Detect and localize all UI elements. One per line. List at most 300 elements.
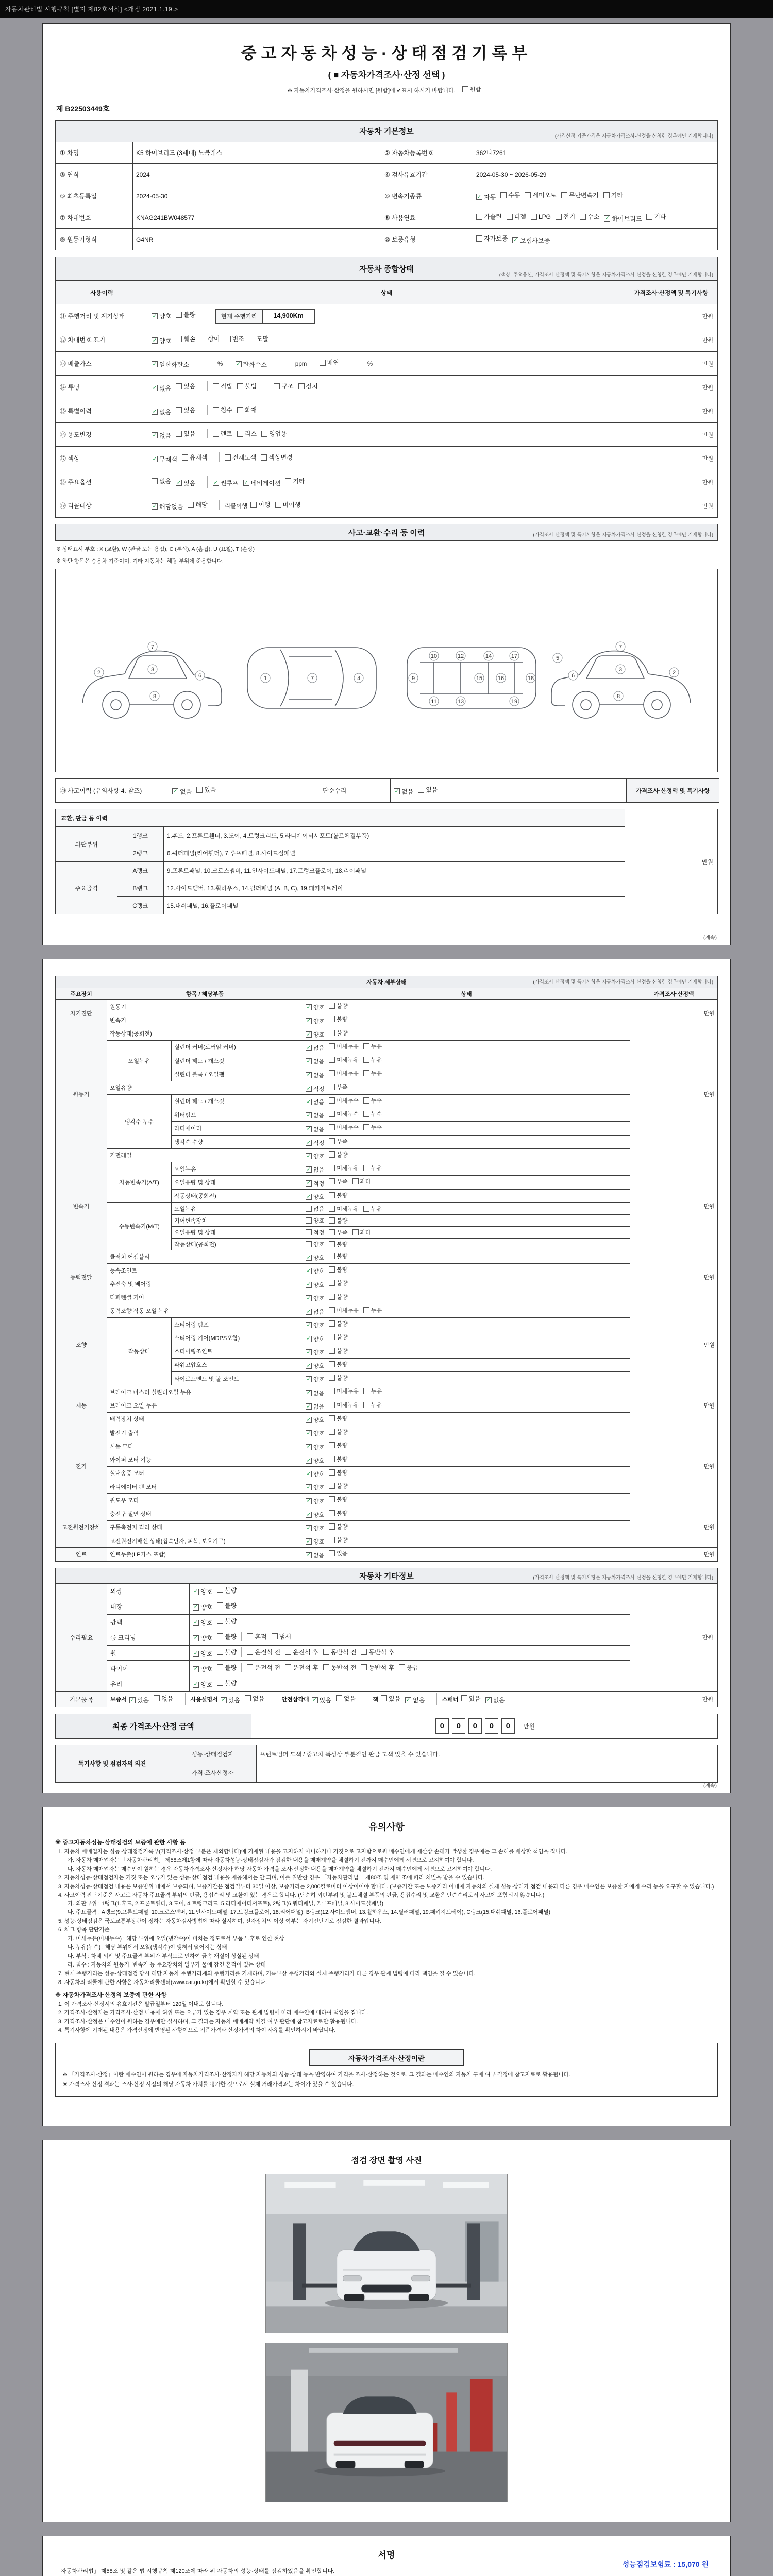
checkbox-양호[interactable] (193, 1634, 212, 1642)
emission-hc-unit: ppm (295, 361, 307, 367)
checkbox-없음[interactable] (394, 787, 413, 796)
checkbox-label: 운전석 전 (255, 1664, 281, 1671)
accident-history-table (55, 524, 718, 541)
checkbox-양호[interactable] (306, 1017, 324, 1025)
checkbox-box (525, 192, 531, 198)
checkbox-동반석 전[interactable] (323, 1663, 357, 1672)
checkbox-label: 훼손 (183, 335, 196, 343)
checkbox-없음[interactable] (152, 384, 171, 393)
checkbox-미세누유[interactable] (329, 1387, 359, 1395)
checkbox-미세누수[interactable] (329, 1123, 359, 1131)
checkbox-없음[interactable] (152, 408, 171, 416)
checkbox-label: 부족 (337, 1229, 348, 1236)
checkbox-양호[interactable] (306, 1267, 324, 1275)
checkbox-없음[interactable] (306, 1125, 324, 1133)
checkbox-디젤[interactable] (507, 212, 526, 221)
checkbox-label: 미세누유 (337, 1388, 359, 1395)
checkbox-양호[interactable] (306, 1294, 324, 1302)
checkbox-부족[interactable] (329, 1083, 347, 1091)
page-4 (42, 2140, 731, 2522)
cell-price: 만원 (630, 1507, 717, 1548)
checkbox-양호[interactable] (306, 1335, 324, 1343)
checkbox-수소[interactable] (580, 212, 599, 221)
checkbox-box (154, 1695, 160, 1701)
checkbox-응급[interactable] (399, 1663, 418, 1672)
cell-label: ⑮ 특별이력 (56, 399, 148, 423)
cell-item: 연료누출(LP가스 포함) (107, 1548, 303, 1561)
cell-item: 스티어링조인트 (172, 1345, 303, 1358)
checkbox-양호[interactable] (306, 1348, 324, 1357)
cell-label: ⑲ 리콜대상 (56, 494, 148, 518)
checkbox-렌트[interactable] (213, 429, 232, 438)
checkbox-label: 탄화수소 (243, 361, 267, 368)
checkbox-양호[interactable] (152, 336, 171, 345)
checkbox-불량[interactable] (329, 1414, 347, 1422)
checkbox-자가보증[interactable] (476, 234, 508, 243)
checkbox-box (152, 478, 158, 484)
checkbox-box: ✓ (152, 384, 157, 391)
cell-state (303, 1534, 630, 1548)
checkbox-부족[interactable] (329, 1177, 347, 1185)
checkbox-불량[interactable] (329, 1333, 347, 1341)
checkbox-label: 렌트 (220, 430, 232, 438)
checkbox-있음[interactable] (176, 429, 195, 438)
checkbox-없음[interactable] (306, 1111, 324, 1120)
checkbox-box: ✓ (306, 1403, 311, 1410)
checkbox-침수[interactable] (213, 405, 232, 414)
checkbox-미세누수[interactable] (329, 1096, 359, 1105)
checkbox-적정[interactable] (306, 1179, 324, 1188)
checkbox-없음[interactable] (245, 1694, 264, 1703)
cell-state (190, 1614, 630, 1630)
checkbox-LPG[interactable] (531, 213, 551, 221)
checkbox-양호[interactable] (306, 1511, 324, 1519)
svg-text:1: 1 (263, 675, 267, 682)
checkbox-있음[interactable] (381, 1694, 400, 1703)
checkbox-불량[interactable] (329, 1150, 347, 1159)
checkbox-box (298, 383, 305, 389)
checkbox-불량[interactable] (329, 1441, 347, 1449)
cell-item: 브레이크 마스터 실린더오일 누유 (107, 1385, 303, 1399)
checkbox-유채색[interactable] (182, 453, 208, 462)
checkbox-label: 불량 (337, 1361, 348, 1368)
basic-info-header (56, 121, 718, 142)
checkbox-부족[interactable] (329, 1137, 347, 1145)
overall-header (56, 257, 718, 281)
checkbox-불량[interactable] (217, 1663, 237, 1672)
checkbox-불량[interactable] (329, 1319, 347, 1328)
checkbox-label: 없음 (313, 1126, 325, 1133)
svg-text:7: 7 (150, 644, 155, 650)
checkbox-있음[interactable] (418, 785, 438, 794)
checkbox-label: 가솔린 (484, 213, 502, 221)
rank-items: 12.사이드멤버, 13.휠하우스, 14.필러패널 (A, B, C), 19.패키지트레이 (164, 879, 625, 897)
cell-item: 구동축전지 격리 상태 (107, 1520, 303, 1534)
checkbox-해당[interactable] (188, 500, 207, 509)
page-1 (42, 23, 731, 945)
checkbox-label: 자가보증 (484, 235, 508, 243)
checkbox-label: 불량 (225, 1633, 237, 1640)
checkbox-불량[interactable] (329, 1191, 347, 1199)
checkbox-양호[interactable] (306, 1456, 324, 1465)
cell-state (303, 1318, 630, 1331)
checkbox-있음[interactable] (329, 1549, 347, 1557)
checkbox-보험사보증[interactable] (512, 236, 550, 245)
checkbox-냄새[interactable] (272, 1632, 291, 1641)
page-2 (42, 959, 731, 1793)
checkbox-label: 없음 (159, 384, 172, 392)
checkbox-없음[interactable] (405, 1696, 425, 1704)
checkbox-없음[interactable] (152, 431, 171, 440)
checkbox-box: ✓ (306, 1018, 311, 1024)
checkbox-불량[interactable] (329, 1482, 347, 1490)
checkbox-불량[interactable] (329, 1428, 347, 1436)
checkbox-불량[interactable] (217, 1648, 237, 1656)
checkbox-누유[interactable] (363, 1205, 382, 1213)
checkbox-양호[interactable] (306, 1470, 324, 1478)
checkbox-불량[interactable] (329, 1252, 347, 1260)
checkbox-불량[interactable] (329, 1240, 347, 1248)
checkbox-없음[interactable] (152, 477, 171, 485)
cell-state (303, 1520, 630, 1534)
checkbox-이행[interactable] (250, 500, 270, 509)
checkbox-있음[interactable] (221, 1696, 240, 1704)
final-price-label: 최종 가격조사·산정 금액 (56, 1714, 251, 1738)
cell-item: 광택 (107, 1614, 190, 1630)
checkbox-전기[interactable] (556, 212, 575, 221)
checkbox-운전석 전[interactable] (247, 1648, 280, 1656)
checkbox-양호[interactable] (306, 1375, 324, 1383)
checkbox-양호[interactable] (306, 1497, 324, 1505)
rank-items: 1.후드, 2.프론트휀더, 3.도어, 4.트렁크리드, 5.라디에이터서포트(볼트체결부품) (164, 827, 625, 844)
cell-state (303, 1453, 630, 1466)
svg-text:15: 15 (476, 675, 483, 682)
checkbox-label: 양호 (313, 1282, 325, 1289)
checkbox-불법[interactable] (237, 382, 257, 391)
checkbox-화재[interactable] (237, 405, 257, 414)
checkbox-label: 해당없음 (159, 503, 183, 511)
checkbox-불량[interactable] (329, 1347, 347, 1355)
notice-line: 4. 사고이력 판단기준은 사고로 자동차 주요골격 부위의 판금, 용접수리 및 교환이 있는 경우로 합니다. (단순히 외판부위 및 볼트체결 부품의 판금, 용접수리 및 교환은 단순수리로서 사고에 포함되지 않습니다.) (58, 1892, 545, 1899)
checkbox-무채색[interactable] (152, 455, 177, 464)
cell-label: ⑯ 용도변경 (56, 423, 148, 447)
checkbox-불량[interactable] (329, 1468, 347, 1477)
checkbox-양호[interactable] (306, 1003, 324, 1011)
checkbox-양호[interactable] (193, 1603, 212, 1612)
checkbox-불량[interactable] (217, 1601, 237, 1610)
checkbox-해당없음[interactable] (152, 502, 183, 511)
checkbox-없음[interactable] (336, 1694, 356, 1703)
checkbox-없음[interactable] (306, 1402, 324, 1411)
checkbox-불량[interactable] (329, 1522, 347, 1531)
checkbox-장치[interactable] (298, 382, 318, 391)
checkbox-label: 불량 (337, 1429, 348, 1435)
checkbox-양호[interactable] (306, 1216, 324, 1225)
checkbox-불량[interactable] (329, 1002, 347, 1010)
checkbox-적정[interactable] (306, 1084, 324, 1093)
checkbox-누유[interactable] (363, 1401, 382, 1409)
checkbox-동반석 전[interactable] (323, 1648, 357, 1656)
checkbox-label: 기타 (293, 478, 305, 485)
checkbox-양호[interactable] (306, 1253, 324, 1262)
checkbox-적법[interactable] (213, 382, 232, 391)
checkbox-기타[interactable] (603, 191, 623, 199)
checkbox-있음[interactable] (176, 405, 195, 414)
checkbox-가솔린[interactable] (476, 212, 502, 221)
checkbox-있음[interactable] (461, 1694, 481, 1703)
checkbox-리스[interactable] (237, 429, 257, 438)
checkbox-있음[interactable] (129, 1696, 149, 1704)
checkbox-box: ✓ (306, 1376, 311, 1382)
checkbox-없음[interactable] (306, 1071, 324, 1079)
cell-state (190, 1583, 630, 1599)
checkbox-box (306, 1217, 312, 1224)
checkbox-없음[interactable] (306, 1098, 324, 1106)
checkbox-누수[interactable] (363, 1096, 382, 1105)
checkbox-과다[interactable] (352, 1228, 371, 1236)
checkbox-label: 상이 (208, 335, 220, 343)
cell-state (303, 1202, 630, 1214)
checkbox-불량[interactable] (329, 1029, 347, 1037)
checkbox-불량[interactable] (217, 1617, 237, 1625)
checkbox-양호[interactable] (306, 1321, 324, 1329)
checkbox-box (329, 1361, 335, 1367)
checkbox-불량[interactable] (329, 1495, 347, 1503)
checkbox-불량[interactable] (217, 1632, 237, 1641)
checkbox-색상변경[interactable] (261, 453, 292, 462)
checkbox-썬루프[interactable] (213, 479, 239, 487)
checkbox-운전석 후[interactable] (285, 1648, 318, 1656)
cell-state (303, 1238, 630, 1250)
checkbox-불량[interactable] (329, 1536, 347, 1544)
checkbox-불량[interactable] (329, 1374, 347, 1382)
checkbox-label: 양호 (200, 1604, 213, 1612)
checkbox-동반석 후[interactable] (361, 1663, 394, 1672)
cell-label: ⑪ 주행거리 및 계기상태 (56, 304, 148, 328)
checkbox-label: 없음 (313, 1045, 325, 1052)
checkbox-미세누유[interactable] (329, 1056, 359, 1064)
checkbox-있음[interactable] (176, 382, 195, 391)
checkbox-양호[interactable] (193, 1618, 212, 1627)
cell-price: 만원 (625, 423, 717, 447)
regulation-note-text: 자동차관리법 시행규칙 [별지 제82호서식] <개정 2021.1.19.> (5, 6, 178, 13)
cell-item: 시동 모터 (107, 1439, 303, 1453)
final-price-digits (434, 1723, 516, 1730)
checkbox-없음[interactable] (306, 1165, 324, 1174)
cell-state (303, 1250, 630, 1263)
checkbox-양호[interactable] (306, 1416, 324, 1424)
rank-label: C랭크 (117, 897, 164, 914)
checkbox-불량[interactable] (329, 1293, 347, 1301)
checkbox-없음[interactable] (306, 1308, 324, 1316)
checkbox-미세누유[interactable] (329, 1042, 359, 1050)
sign-title: 서명 (378, 2550, 395, 2560)
checkbox-적정[interactable] (306, 1139, 324, 1147)
checkbox-없음[interactable] (306, 1057, 324, 1065)
checkbox-box (462, 86, 468, 92)
checkbox-양호[interactable] (193, 1649, 212, 1658)
cell-price: 만원 (625, 304, 717, 328)
checkbox-기타[interactable] (646, 212, 666, 221)
checkbox-불량[interactable] (176, 310, 195, 319)
checkbox-일산화탄소[interactable] (152, 360, 189, 369)
checkbox-수동[interactable] (500, 191, 520, 199)
notice-line: 가. 미세누유(미세누수) : 해당 부위에 오일(냉각수)이 비치는 정도로서 부품 노후로 인한 현상 (68, 1936, 284, 1942)
cell-label: ② 자동차등록번호 (380, 142, 473, 164)
checkbox-누유[interactable] (363, 1387, 382, 1395)
checkbox-label: 하이브리드 (612, 215, 642, 223)
checkbox-없음[interactable] (172, 787, 192, 796)
checkbox-흔적[interactable] (247, 1632, 266, 1641)
checkbox-양호[interactable] (306, 1281, 324, 1289)
checkbox-label: 양호 (200, 1666, 213, 1673)
checkbox-도말[interactable] (249, 334, 268, 343)
checkbox-원함[interactable] (462, 85, 481, 93)
checkbox-box (329, 1456, 335, 1462)
vehicle-outline-diagrams (67, 571, 706, 767)
checkbox-양호[interactable] (306, 1240, 324, 1248)
cell-label: ⑧ 사용연료 (380, 207, 473, 229)
checkbox-없음[interactable] (306, 1389, 324, 1397)
checkbox-box: ✓ (152, 337, 157, 344)
checkbox-없음[interactable] (306, 1205, 324, 1213)
checkbox-label: 양호 (313, 1295, 325, 1302)
checkbox-운전석 후[interactable] (285, 1663, 318, 1672)
notice-line: 5. 성능·상태점검은 국토교통부장관이 정하는 자동차검사방법에 따라 실시하며, 전자장치의 이상 여부는 자기진단기로 점검한 결과입니다. (58, 1918, 381, 1925)
checkbox-label: 미세누수 (337, 1111, 359, 1117)
checkbox-무단변속기[interactable] (561, 191, 599, 199)
checkbox-없음[interactable] (306, 1551, 324, 1560)
checkbox-box: ✓ (173, 788, 178, 794)
checkbox-과다[interactable] (352, 1177, 371, 1185)
checkbox-양호[interactable] (306, 1483, 324, 1492)
checkbox-label: 미세누수 (337, 1097, 359, 1104)
checkbox-영업용[interactable] (261, 429, 287, 438)
remarks-text: 프런트범퍼 도색 / 중고차 특성상 부분적인 판금 도색 있을 수 있습니다. (257, 1745, 718, 1764)
checkbox-불량[interactable] (329, 1015, 347, 1023)
cell-state (303, 1372, 630, 1385)
cell-price: 만원 (625, 470, 717, 494)
checkbox-적정[interactable] (306, 1228, 324, 1236)
checkbox-없음[interactable] (306, 1044, 324, 1052)
checkbox-양호[interactable] (306, 1537, 324, 1546)
checkbox-있음[interactable] (196, 785, 216, 794)
checkbox-불량[interactable] (217, 1679, 237, 1687)
section-title-overall: 자동차 종합상태 (359, 265, 414, 274)
checkbox-누유[interactable] (363, 1056, 382, 1064)
checkbox-양호[interactable] (193, 1665, 212, 1673)
checkbox-box (285, 1649, 291, 1655)
checkbox-누유[interactable] (363, 1306, 382, 1314)
checkbox-box (245, 1695, 251, 1701)
checkbox-있음[interactable] (176, 479, 195, 487)
detail-condition-table (55, 976, 718, 1562)
checkbox-누유[interactable] (363, 1042, 382, 1050)
checkbox-불량[interactable] (217, 1586, 237, 1595)
checkbox-양호[interactable] (306, 1152, 324, 1160)
checkbox-하이브리드[interactable] (604, 214, 642, 223)
checkbox-미세누유[interactable] (329, 1069, 359, 1077)
checkbox-미이행[interactable] (275, 500, 301, 509)
checkbox-box (250, 502, 257, 508)
checkbox-탄화수소[interactable] (236, 360, 267, 369)
cell-state (148, 447, 625, 470)
checkbox-불량[interactable] (329, 1265, 347, 1274)
checkbox-미세누유[interactable] (329, 1306, 359, 1314)
checkbox-미세누유[interactable] (329, 1164, 359, 1172)
checkbox-변조[interactable] (225, 334, 244, 343)
checkbox-없음[interactable] (154, 1694, 173, 1703)
checkbox-상이[interactable] (200, 334, 220, 343)
cell-label: ⑰ 색상 (56, 447, 148, 470)
checkbox-양호[interactable] (193, 1587, 212, 1596)
checkbox-label: 전체도색 (232, 454, 257, 462)
checkbox-불량[interactable] (329, 1455, 347, 1463)
checkbox-누유[interactable] (363, 1164, 382, 1172)
checkbox-불량[interactable] (329, 1279, 347, 1287)
checkbox-없음[interactable] (485, 1696, 505, 1704)
checkbox-양호[interactable] (306, 1443, 324, 1451)
checkbox-훼손[interactable] (176, 334, 195, 343)
checkbox-동반석 후[interactable] (361, 1648, 394, 1656)
checkbox-누유[interactable] (363, 1069, 382, 1077)
cell-item: 원동기 (107, 1000, 303, 1013)
checkbox-box: ✓ (306, 1072, 311, 1078)
checkbox-운전석 전[interactable] (247, 1663, 280, 1672)
checkbox-box: ✓ (306, 1389, 311, 1396)
checkbox-미세누수[interactable] (329, 1110, 359, 1118)
checkbox-부족[interactable] (329, 1228, 347, 1236)
checkbox-매연[interactable] (320, 358, 339, 367)
checkbox-네비게이션[interactable] (243, 479, 281, 487)
checkbox-box: ✓ (193, 1681, 198, 1688)
checkbox-box (363, 1111, 369, 1117)
checkbox-불량[interactable] (329, 1509, 347, 1517)
checkbox-전체도색[interactable] (225, 453, 256, 462)
checkbox-구조[interactable] (274, 382, 293, 391)
checkbox-불량[interactable] (329, 1216, 347, 1225)
checkbox-누수[interactable] (363, 1123, 382, 1131)
select-note-text: ※ 자동차가격조사·산정을 원하시면 [원함]에 ✔표시 하시기 바랍니다. (287, 88, 456, 94)
checkbox-box: ✓ (306, 1295, 311, 1301)
checkbox-기타[interactable] (285, 477, 305, 485)
cell-item: 오일유량 및 상태 (172, 1226, 303, 1238)
checkbox-box (200, 336, 206, 342)
cell-state (303, 1000, 630, 1013)
checkbox-세미오토[interactable] (525, 191, 556, 199)
checkbox-양호[interactable] (306, 1362, 324, 1370)
checkbox-미세누유[interactable] (329, 1205, 359, 1213)
checkbox-양호[interactable] (306, 1429, 324, 1437)
cell-state (303, 1013, 630, 1027)
checkbox-box (217, 1587, 223, 1593)
checkbox-양호[interactable] (152, 312, 171, 320)
checkbox-불량[interactable] (329, 1360, 347, 1368)
checkbox-미세누유[interactable] (329, 1401, 359, 1409)
checkbox-누수[interactable] (363, 1110, 382, 1118)
checkbox-있음[interactable] (312, 1696, 331, 1704)
checkbox-label: 미세누유 (337, 1402, 359, 1409)
checkbox-양호[interactable] (306, 1524, 324, 1532)
checkbox-양호[interactable] (306, 1030, 324, 1039)
checkbox-양호[interactable] (193, 1680, 212, 1689)
checkbox-box: ✓ (306, 1254, 311, 1261)
checkbox-box: ✓ (306, 1085, 311, 1092)
cell-state (303, 1480, 630, 1494)
checkbox-양호[interactable] (306, 1193, 324, 1201)
checkbox-자동[interactable] (476, 193, 496, 201)
checkbox-label: 전기 (563, 213, 576, 221)
